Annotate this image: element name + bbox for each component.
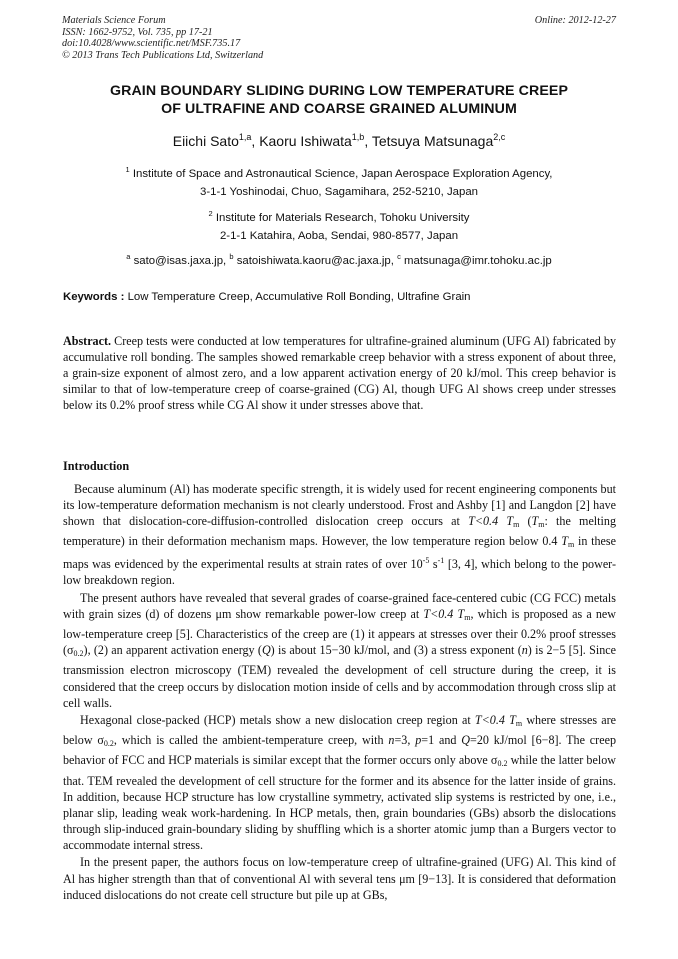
p1-t-cond: T<0.4 — [468, 514, 499, 529]
p3-text-a: Hexagonal close-packed (HCP) metals show a new dislocation creep region at — [80, 713, 475, 728]
abstract-label: Abstract. — [63, 334, 112, 348]
p3-p-val: =1 and — [421, 733, 462, 748]
p1-exp-1: -1 — [437, 556, 445, 566]
affiliation-2-line-1 — [62, 207, 616, 225]
keywords-text: Low Temperature Creep, Accumulative Roll Bonding, Ultrafine Grain — [127, 291, 471, 303]
abstract-text: Creep tests were conducted at low temperatures for ultrafine-grained aluminum (UFG Al) fabricated by accumulative roll bonding. The samples showed remarkable creep behavior with a stress exponent of about three, a grain-size exponent of almost zero, and a low apparent activation energy of 20 kJ/mol. This creep behavior is similar to that of low-temperature creep of coarse-grained (CG) Al, though UFG Al shows creep under stresses below its 0.2% proof stress while CG Al show it under stresses above that. — [63, 334, 616, 413]
email-b-sup: b — [229, 252, 234, 261]
p1-tm-2: T — [531, 514, 539, 529]
paragraph-1 — [63, 481, 616, 589]
p3-t-cond: T<0.4 — [474, 713, 505, 728]
keywords-label: Keywords : — [63, 291, 125, 303]
email-list — [62, 250, 616, 268]
p1-text-f: [3, 4], which belong to the power-low breakdown region. — [63, 557, 616, 588]
p3-text-c: , which is called the ambient-temperature creep, with — [113, 733, 389, 748]
journal-header — [62, 15, 616, 61]
p3-tm-sub: m — [515, 719, 523, 729]
author-1-sup: 1,a — [238, 132, 252, 142]
section-heading-introduction: Introduction — [63, 459, 130, 473]
p2-text-c: ), (2) an apparent activation energy ( — [83, 643, 262, 658]
author-2: Kaoru Ishiwata — [259, 133, 352, 149]
p2-text-d: ) is about 15−30 kJ/mol, and (3) a stress exponent ( — [270, 643, 522, 658]
p2-text-a: The present authors have revealed that several grades of coarse-grained face-centered cubic (CG FCC) metals with grain sizes (d) of dozens μm show remarkable power-low creep at — [63, 591, 616, 622]
doi: doi:10.4028/www.scientific.net/MSF.735.17 — [62, 38, 241, 50]
author-list: Eiichi Sato$^{1,a}$, Kaoru Ishiwata$^{1,b}$, Tetsuya Matsunaga$^{2,c}$ — [172, 132, 506, 149]
email-c: matsunaga@imr.tohoku.ac.jp — [404, 255, 552, 267]
author-1: Eiichi Sato — [172, 133, 239, 149]
affiliation-1-text: Institute of Space and Astronautical Science, Japan Aerospace Exploration Agency, — [132, 168, 553, 180]
p3-text-b: where stresses are below σ — [63, 713, 616, 748]
p3-tm: T — [509, 713, 516, 728]
email-a: sato@isas.jaxa.jp, — [133, 255, 227, 267]
p3-q-val: =20 kJ/mol [6−8]. The creep behavior of FCC and HCP materials is similar except that the former occurs only above σ — [63, 733, 616, 768]
p2-text-b: , which is proposed as a new low-temperature creep [5]. Characteristics of the creep are (1) it appears at stresses over their 0.2% proof stresses (σ — [63, 607, 616, 658]
issn: ISSN: 1662-9752, Vol. 735, pp 17-21 — [62, 26, 213, 38]
author-2-sup: 1,b — [351, 132, 365, 142]
p1-text-e: s — [429, 557, 438, 572]
email-a-sup: a — [126, 252, 131, 261]
author-3: Tetsuya Matsunaga — [371, 133, 494, 149]
p1-text-b: ( — [519, 514, 532, 529]
abstract — [63, 333, 616, 413]
p1-tm-3: T — [561, 534, 568, 549]
p1-tm-3-sub: m — [567, 540, 575, 550]
email-b: satoishiwata.kaoru@ac.jaxa.jp, — [236, 255, 394, 267]
p1-text-c: : the melting temperature) in their deformation mechanism maps. However, the low temperature region below 0.4 — [63, 514, 616, 549]
title-line-1: GRAIN BOUNDARY SLIDING DURING LOW TEMPERATURE CREEP — [109, 83, 569, 99]
p1-exp-5: -5 — [422, 556, 430, 566]
paper-title — [62, 82, 616, 118]
affiliation-1-line-2: 3-1-1 Yoshinodai, Chuo, Sagamihara, 252-5210, Japan — [199, 186, 478, 198]
affiliation-2-line-2: 2-1-1 Katahira, Aoba, Sendai, 980-8577, Japan — [219, 230, 459, 242]
p3-text-d: while the latter below that. TEM revealed the development of cell structure for the former and its absence for the latter inside of grains. In addition, because HCP structure has low crystalline symmetry, activated slip systems is restricted by one, i.e., planar slip, leading weak work-hardening. In HCP metals, then, grain boundaries (GBs) absorb the dislocations through slip-induced grain-boundary sliding by shuffling which is a shorter atomic jump than a Burgers vector to accommodate internal stress. — [63, 753, 616, 852]
copyright: © 2013 Trans Tech Publications Ltd, Switzerland — [62, 49, 264, 61]
p3-sigma-sub-2: 0.2 — [497, 759, 508, 769]
affiliation-1-sup: 1 — [125, 165, 130, 174]
paragraph-2 — [63, 590, 616, 711]
p2-n: n — [521, 643, 528, 658]
p2-t-cond: T<0.4 — [423, 607, 454, 622]
p2-sigma-sub: 0.2 — [73, 649, 84, 659]
paragraph-4: In the present paper, the authors focus on low-temperature creep of ultrafine-grained (UFG) Al. This kind of Al has higher strength than that of conventional Al with several tens μm [9−13]. It is considered that deformation induced dislocations do not create cell structure but pile up at GBs, — [63, 855, 616, 902]
p2-tm: T — [457, 607, 465, 622]
paragraph-3 — [63, 712, 616, 853]
p3-n-val: =3, — [394, 733, 416, 748]
keywords — [63, 290, 617, 304]
p1-tm-1: T — [506, 514, 514, 529]
p3-sigma-sub-1: 0.2 — [103, 739, 114, 749]
p1-tm-1-sub: m — [513, 520, 520, 530]
p1-tm-2-sub: m — [538, 520, 545, 530]
p1-text-d: in these maps was evidenced by the experimental results at strain rates of over 10 — [63, 534, 616, 572]
affiliation-1-line-1 — [62, 163, 616, 181]
email-c-sup: c — [397, 252, 401, 261]
p2-text-e: ) is 2−5 [5]. Since transmission electron microscopy (TEM) revealed the development of cell structure during the creep, it is considered that the creep occurs by dislocation motion inside of cells and by accommodation through cross slip at cell walls. — [63, 643, 616, 710]
p3-p: p — [415, 733, 422, 748]
p2-tm-sub: m — [464, 613, 471, 623]
online-date: Online: 2012-12-27 — [534, 15, 616, 26]
author-3-sup: 2,c — [493, 132, 506, 142]
p3-q: Q — [461, 733, 471, 748]
introduction-body — [63, 481, 616, 904]
title-line-2: OF ULTRAFINE AND COARSE GRAINED ALUMINUM — [161, 101, 517, 117]
p2-q: Q — [261, 643, 271, 658]
affiliation-2-sup: 2 — [208, 209, 213, 218]
p1-text-a: Because aluminum (Al) has moderate specific strength, it is widely used for recent engineering components but its low-temperature deformation mechanism is not clearly understood. Frost and Ashby [1] and Langdon [2] have shown that dislocation-core-diffusion-controlled dislocation creep occurs at — [63, 482, 616, 529]
p3-n: n — [388, 733, 395, 748]
affiliation-2-text: Institute for Materials Research, Tohoku University — [215, 212, 470, 224]
journal-name: Materials Science Forum — [62, 15, 166, 26]
